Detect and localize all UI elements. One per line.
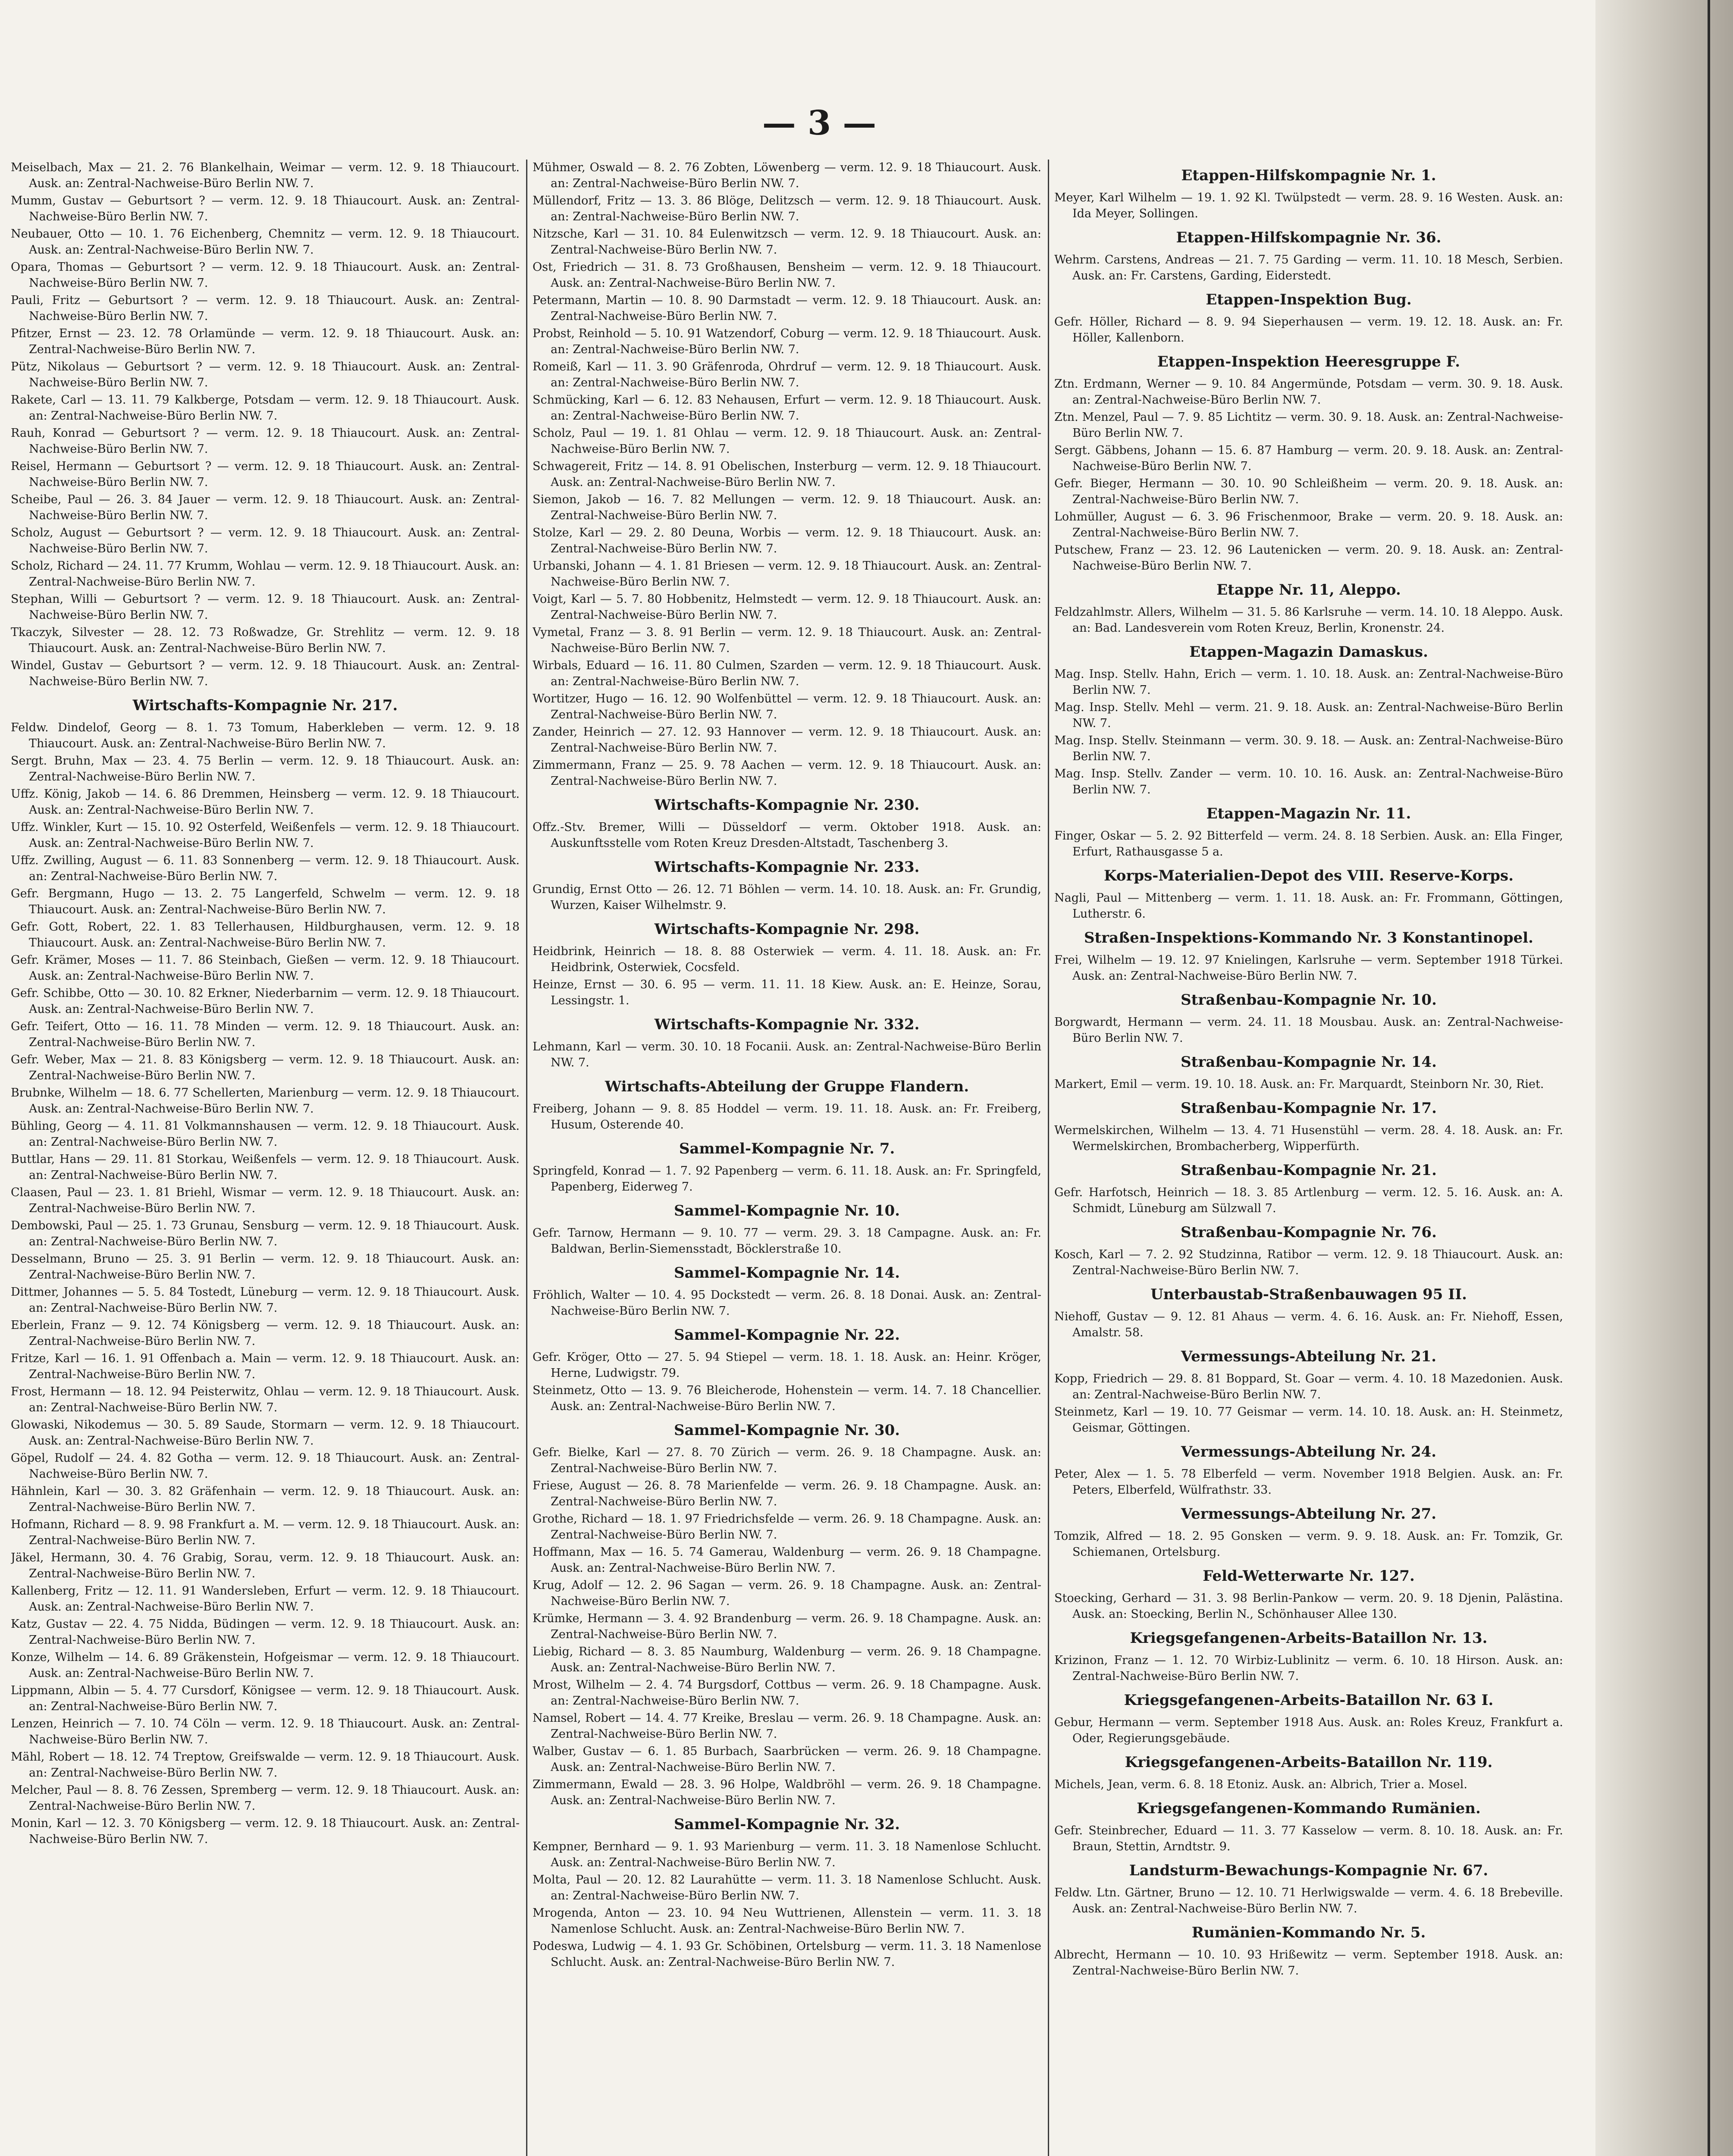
list-entry: Markert, Emil — verm. 19. 10. 18. Ausk. an: Fr. Marquardt, Steinborn Nr. 30, Riet. (1054, 1078, 1544, 1091)
section-heading: Sammel-Kompagnie Nr. 10. (674, 1202, 900, 1219)
list-entry: Tkaczyk, Silvester — 28. 12. 73 Roßwadze, Gr. Strehlitz — verm. 12. 9. 18 Thiaucourt. Ausk. an: Zentral-Nachweise-Büro Berlin NW. 7. (11, 626, 520, 655)
section-heading: Etappen-Magazin Damaskus. (1189, 643, 1428, 661)
list-entry: Brubnke, Wilhelm — 18. 6. 77 Schellerten, Marienburg — verm. 12. 9. 18 Thiaucourt. Ausk. an: Zentral-Nachweise-Büro Berlin NW. 7. (11, 1086, 520, 1116)
section-heading: Etappen-Inspektion Heeresgruppe F. (1157, 353, 1460, 370)
list-entry: Konze, Wilhelm — 14. 6. 89 Gräkenstein, Hofgeismar — verm. 12. 9. 18 Thiaucourt. Ausk. an: Zentral-Nachweise-Büro Berlin NW. 7. (11, 1651, 520, 1680)
list-entry: Urbanski, Johann — 4. 1. 81 Briesen — verm. 12. 9. 18 Thiaucourt. Ausk. an: Zentral-Nachweise-Büro Berlin NW. 7. (533, 559, 1041, 589)
section-heading: Vermessungs-Abteilung Nr. 21. (1181, 1348, 1437, 1365)
list-entry: Opara, Thomas — Geburtsort ? — verm. 12. 9. 18 Thiaucourt. Ausk. an: Zentral-Nachweise-Büro Berlin NW. 7. (11, 260, 520, 290)
scan-right-edge (1595, 0, 1733, 2156)
list-entry: Buttlar, Hans — 29. 11. 81 Storkau, Weißenfels — verm. 12. 9. 18 Thiaucourt. Ausk. an: Zentral-Nachweise-Büro Berlin NW. 7. (11, 1153, 520, 1182)
list-entry: Heinze, Ernst — 30. 6. 95 — verm. 11. 11. 18 Kiew. Ausk. an: E. Heinze, Sorau, Lessingstr. 1. (533, 978, 1041, 1007)
list-entry: Kallenberg, Fritz — 12. 11. 91 Wandersleben, Erfurt — verm. 12. 9. 18 Thiaucourt. Ausk. an: Zentral-Nachweise-Büro Berlin NW. 7. (11, 1584, 520, 1614)
section-heading: Wirtschafts-Kompagnie Nr. 230. (654, 796, 920, 814)
list-entry: Dembowski, Paul — 25. 1. 73 Grunau, Sensburg — verm. 12. 9. 18 Thiaucourt. Ausk. an: Zentral-Nachweise-Büro Berlin NW. 7. (11, 1219, 520, 1248)
list-entry: Gefr. Bielke, Karl — 27. 8. 70 Zürich — verm. 26. 9. 18 Champagne. Ausk. an: Zentral-Nachweise-Büro Berlin NW. 7. (533, 1446, 1041, 1475)
list-entry: Uffz. Zwilling, August — 6. 11. 83 Sonnenberg — verm. 12. 9. 18 Thiaucourt. Ausk. an: Zentral-Nachweise-Büro Berlin NW. 7. (11, 854, 520, 883)
list-entry: Stolze, Karl — 29. 2. 80 Deuna, Worbis — verm. 12. 9. 18 Thiaucourt. Ausk. an: Zentral-Nachweise-Büro Berlin NW. 7. (533, 526, 1041, 555)
list-entry: Meiselbach, Max — 21. 2. 76 Blankelhain, Weimar — verm. 12. 9. 18 Thiaucourt. Ausk. an: Zentral-Nachweise-Büro Berlin NW. 7. (11, 161, 520, 190)
list-entry: Krizinon, Franz — 1. 12. 70 Wirbiz-Lublinitz — verm. 6. 10. 18 Hirson. Ausk. an: Zentral-Nachweise-Büro Berlin NW. 7. (1054, 1654, 1563, 1683)
section-heading: Straßen-Inspektions-Kommando Nr. 3 Konstantinopel. (1084, 929, 1533, 946)
list-entry: Stephan, Willi — Geburtsort ? — verm. 12. 9. 18 Thiaucourt. Ausk. an: Zentral-Nachweise-Büro Berlin NW. 7. (11, 592, 520, 622)
list-entry: Stoecking, Gerhard — 31. 3. 98 Berlin-Pankow — verm. 20. 9. 18 Djenin, Palästina. Ausk. an: Stoecking, Berlin N., Schönhauser Allee 130. (1054, 1592, 1563, 1621)
list-entry: Gefr. Schibbe, Otto — 30. 10. 82 Erkner, Niederbarnim — verm. 12. 9. 18 Thiaucourt. Ausk. an: Zentral-Nachweise-Büro Berlin NW. 7. (11, 987, 520, 1016)
list-entry: Krug, Adolf — 12. 2. 96 Sagan — verm. 26. 9. 18 Champagne. Ausk. an: Zentral-Nachweise-Büro Berlin NW. 7. (533, 1579, 1041, 1608)
list-entry: Gefr. Höller, Richard — 8. 9. 94 Sieperhausen — verm. 19. 12. 18. Ausk. an: Fr. Höller, Kallenborn. (1054, 315, 1563, 345)
section-heading: Wirtschafts-Kompagnie Nr. 233. (654, 859, 920, 876)
list-entry: Gefr. Gott, Robert, 22. 1. 83 Tellerhausen, Hildburghausen, verm. 12. 9. 18 Thiaucourt. Ausk. an: Zentral-Nachweise-Büro Berlin NW. 7. (11, 920, 520, 950)
list-entry: Walber, Gustav — 6. 1. 85 Burbach, Saarbrücken — verm. 26. 9. 18 Champagne. Ausk. an: Zentral-Nachweise-Büro Berlin NW. 7. (533, 1745, 1041, 1774)
section-heading: Etappen-Magazin Nr. 11. (1206, 805, 1411, 822)
list-entry: Eberlein, Franz — 9. 12. 74 Königsberg — verm. 12. 9. 18 Thiaucourt. Ausk. an: Zentral-Nachweise-Büro Berlin NW. 7. (11, 1319, 520, 1348)
list-entry: Scholz, Richard — 24. 11. 77 Krumm, Wohlau — verm. 12. 9. 18 Thiaucourt. Ausk. an: Zentral-Nachweise-Büro Berlin NW. 7. (11, 559, 520, 589)
section-heading: Sammel-Kompagnie Nr. 22. (674, 1326, 900, 1344)
list-entry: Liebig, Richard — 8. 3. 85 Naumburg, Waldenburg — verm. 26. 9. 18 Champagne. Ausk. an: Zentral-Nachweise-Büro Berlin NW. 7. (533, 1645, 1041, 1674)
list-entry: Scholz, August — Geburtsort ? — verm. 12. 9. 18 Thiaucourt. Ausk. an: Zentral-Nachweise-Büro Berlin NW. 7. (11, 526, 520, 555)
list-entry: Neubauer, Otto — 10. 1. 76 Eichenberg, Chemnitz — verm. 12. 9. 18 Thiaucourt. Ausk. an: Zentral-Nachweise-Büro Berlin NW. 7. (11, 227, 520, 257)
list-entry: Jäkel, Hermann, 30. 4. 76 Grabig, Sorau, verm. 12. 9. 18 Thiaucourt. Ausk. an: Zentral-Nachweise-Büro Berlin NW. 7. (11, 1551, 520, 1580)
section-heading: Etappe Nr. 11, Aleppo. (1216, 581, 1401, 599)
list-entry: Scholz, Paul — 19. 1. 81 Ohlau — verm. 12. 9. 18 Thiaucourt. Ausk. an: Zentral-Nachweise-Büro Berlin NW. 7. (533, 426, 1041, 456)
list-entry: Frei, Wilhelm — 19. 12. 97 Knielingen, Karlsruhe — verm. September 1918 Türkei. Ausk. an: Zentral-Nachweise-Büro Berlin NW. 7. (1054, 953, 1563, 983)
page-number: — 3 — (762, 103, 877, 143)
column-2 (533, 160, 1041, 2156)
section-heading: Straßenbau-Kompagnie Nr. 17. (1181, 1100, 1437, 1117)
list-entry: Hähnlein, Karl — 30. 3. 82 Gräfenhain — verm. 12. 9. 18 Thiaucourt. Ausk. an: Zentral-Nachweise-Büro Berlin NW. 7. (11, 1485, 520, 1514)
list-entry: Gefr. Bergmann, Hugo — 13. 2. 75 Langerfeld, Schwelm — verm. 12. 9. 18 Thiaucourt. Ausk. an: Zentral-Nachweise-Büro Berlin NW. 7. (11, 887, 520, 916)
list-entry: Podeswa, Ludwig — 4. 1. 93 Gr. Schöbinen, Ortelsburg — verm. 11. 3. 18 Namenlose Schlucht. Ausk. an: Zentral-Nachweise-Büro Berlin NW. 7. (533, 1940, 1041, 1969)
list-entry: Friese, August — 26. 8. 78 Marienfelde — verm. 26. 9. 18 Champagne. Ausk. an: Zentral-Nachweise-Büro Berlin NW. 7. (533, 1479, 1041, 1508)
list-entry: Kopp, Friedrich — 29. 8. 81 Boppard, St. Goar — verm. 4. 10. 18 Mazedonien. Ausk. an: Zentral-Nachweise-Büro Berlin NW. 7. (1054, 1372, 1563, 1401)
list-entry: Zimmermann, Franz — 25. 9. 78 Aachen — verm. 12. 9. 18 Thiaucourt. Ausk. an: Zentral-Nachweise-Büro Berlin NW. 7. (533, 758, 1041, 788)
list-entry: Steinmetz, Otto — 13. 9. 76 Bleicherode, Hohenstein — verm. 14. 7. 18 Chancellier. Ausk. an: Zentral-Nachweise-Büro Berlin NW. 7. (533, 1384, 1041, 1413)
list-entry: Finger, Oskar — 5. 2. 92 Bitterfeld — verm. 24. 8. 18 Serbien. Ausk. an: Ella Finger, Erfurt, Rathausgasse 5 a. (1054, 829, 1563, 859)
section-heading: Unterbaustab-Straßenbauwagen 95 II. (1150, 1286, 1467, 1303)
list-entry: Mag. Insp. Stellv. Steinmann — verm. 30. 9. 18. — Ausk. an: Zentral-Nachweise-Büro Berlin NW. 7. (1054, 734, 1563, 763)
section-heading: Landsturm-Bewachungs-Kompagnie Nr. 67. (1129, 1862, 1489, 1879)
list-entry: Lehmann, Karl — verm. 30. 10. 18 Focanii. Ausk. an: Zentral-Nachweise-Büro Berlin NW. 7. (533, 1040, 1041, 1069)
list-entry: Nagli, Paul — Mittenberg — verm. 1. 11. 18. Ausk. an: Fr. Frommann, Göttingen, Lutherstr. 6. (1054, 891, 1563, 921)
list-entry: Lohmüller, August — 6. 3. 96 Frischenmoor, Brake — verm. 20. 9. 18. Ausk. an: Zentral-Nachweise-Büro Berlin NW. 7. (1054, 510, 1563, 539)
list-entry: Gefr. Weber, Max — 21. 8. 83 Königsberg — verm. 12. 9. 18 Thiaucourt. Ausk. an: Zentral-Nachweise-Büro Berlin NW. 7. (11, 1053, 520, 1082)
section-heading: Sammel-Kompagnie Nr. 14. (674, 1264, 900, 1282)
column-1 (11, 160, 520, 2156)
list-entry: Wermelskirchen, Wilhelm — 13. 4. 71 Husenstühl — verm. 28. 4. 18. Ausk. an: Fr. Wermelskirchen, Brombacherberg, Wipperfürth. (1054, 1124, 1563, 1153)
list-entry: Reisel, Hermann — Geburtsort ? — verm. 12. 9. 18 Thiaucourt. Ausk. an: Zentral-Nachweise-Büro Berlin NW. 7. (11, 460, 520, 489)
list-entry: Vymetal, Franz — 3. 8. 91 Berlin — verm. 12. 9. 18 Thiaucourt. Ausk. an: Zentral-Nachweise-Büro Berlin NW. 7. (533, 626, 1041, 655)
list-entry: Hofmann, Richard — 8. 9. 98 Frankfurt a. M. — verm. 12. 9. 18 Thiaucourt. Ausk. an: Zentral-Nachweise-Büro Berlin NW. 7. (11, 1518, 520, 1547)
section-heading: Kriegsgefangenen-Arbeits-Bataillon Nr. 13. (1130, 1630, 1488, 1647)
list-entry: Gefr. Krämer, Moses — 11. 7. 86 Steinbach, Gießen — verm. 12. 9. 18 Thiaucourt. Ausk. an: Zentral-Nachweise-Büro Berlin NW. 7. (11, 953, 520, 983)
list-entry: Monin, Karl — 12. 3. 70 Königsberg — verm. 12. 9. 18 Thiaucourt. Ausk. an: Zentral-Nachweise-Büro Berlin NW. 7. (11, 1817, 520, 1846)
list-entry: Desselmann, Bruno — 25. 3. 91 Berlin — verm. 12. 9. 18 Thiaucourt. Ausk. an: Zentral-Nachweise-Büro Berlin NW. 7. (11, 1252, 520, 1282)
section-heading: Sammel-Kompagnie Nr. 32. (674, 1816, 900, 1833)
section-heading: Wirtschafts-Abteilung der Gruppe Flandern. (605, 1078, 969, 1095)
list-entry: Fritze, Karl — 16. 1. 91 Offenbach a. Main — verm. 12. 9. 18 Thiaucourt. Ausk. an: Zentral-Nachweise-Büro Berlin NW. 7. (11, 1352, 520, 1381)
list-entry: Mag. Insp. Stellv. Hahn, Erich — verm. 1. 10. 18. Ausk. an: Zentral-Nachweise-Büro Berlin NW. 7. (1054, 667, 1563, 697)
list-entry: Michels, Jean, verm. 6. 8. 18 Etoniz. Ausk. an: Albrich, Trier a. Mosel. (1054, 1778, 1467, 1791)
list-entry: Pauli, Fritz — Geburtsort ? — verm. 12. 9. 18 Thiaucourt. Ausk. an: Zentral-Nachweise-Büro Berlin NW. 7. (11, 294, 520, 323)
list-entry: Katz, Gustav — 22. 4. 75 Nidda, Büdingen — verm. 12. 9. 18 Thiaucourt. Ausk. an: Zentral-Nachweise-Büro Berlin NW. 7. (11, 1617, 520, 1647)
list-entry: Gefr. Kröger, Otto — 27. 5. 94 Stiepel — verm. 18. 1. 18. Ausk. an: Heinr. Kröger, Herne, Ludwigstr. 79. (533, 1351, 1041, 1380)
list-entry: Müllendorf, Fritz — 13. 3. 86 Blöge, Delitzsch — verm. 12. 9. 18 Thiaucourt. Ausk. an: Zentral-Nachweise-Büro Berlin NW. 7. (533, 194, 1041, 223)
section-heading: Wirtschafts-Kompagnie Nr. 298. (654, 921, 920, 938)
list-entry: Mähl, Robert — 18. 12. 74 Treptow, Greifswalde — verm. 12. 9. 18 Thiaucourt. Ausk. an: Zentral-Nachweise-Büro Berlin NW. 7. (11, 1750, 520, 1780)
list-entry: Lenzen, Heinrich — 7. 10. 74 Cöln — verm. 12. 9. 18 Thiaucourt. Ausk. an: Zentral-Nachweise-Büro Berlin NW. 7. (11, 1717, 520, 1746)
list-entry: Feldzahlmstr. Allers, Wilhelm — 31. 5. 86 Karlsruhe — verm. 14. 10. 18 Aleppo. Ausk. an: Bad. Landesverein vom Roten Kreuz, Berlin, Kronenstr. 24. (1054, 605, 1563, 635)
list-entry: Feldw. Dindelof, Georg — 8. 1. 73 Tomum, Haberkleben — verm. 12. 9. 18 Thiaucourt. Ausk. an: Zentral-Nachweise-Büro Berlin NW. 7. (11, 721, 520, 750)
list-entry: Freiberg, Johann — 9. 8. 85 Hoddel — verm. 19. 11. 18. Ausk. an: Fr. Freiberg, Husum, Osterende 40. (533, 1102, 1041, 1131)
list-entry: Glowaski, Nikodemus — 30. 5. 89 Saude, Stormarn — verm. 12. 9. 18 Thiaucourt. Ausk. an: Zentral-Nachweise-Büro Berlin NW. 7. (11, 1418, 520, 1448)
column-3 (1054, 160, 1563, 2156)
list-entry: Feldw. Ltn. Gärtner, Bruno — 12. 10. 71 Herlwigswalde — verm. 4. 6. 18 Brebeville. Ausk. an: Zentral-Nachweise-Büro Berlin NW. 7. (1054, 1886, 1563, 1915)
list-entry: Tomzik, Alfred — 18. 2. 95 Gonsken — verm. 9. 9. 18. Ausk. an: Fr. Tomzik, Gr. Schiemanen, Ortelsburg. (1054, 1529, 1563, 1559)
section-heading: Vermessungs-Abteilung Nr. 24. (1181, 1443, 1437, 1460)
list-entry: Gebur, Hermann — verm. September 1918 Aus. Ausk. an: Roles Kreuz, Frankfurt a. Oder, Regierungsgebäude. (1054, 1716, 1563, 1745)
list-entry: Gefr. Teifert, Otto — 16. 11. 78 Minden — verm. 12. 9. 18 Thiaucourt. Ausk. an: Zentral-Nachweise-Büro Berlin NW. 7. (11, 1020, 520, 1049)
list-entry: Borgwardt, Hermann — verm. 24. 11. 18 Mousbau. Ausk. an: Zentral-Nachweise-Büro Berlin NW. 7. (1054, 1015, 1563, 1045)
list-entry: Sergt. Gäbbens, Johann — 15. 6. 87 Hamburg — verm. 20. 9. 18. Ausk. an: Zentral-Nachweise-Büro Berlin NW. 7. (1054, 444, 1563, 473)
list-entry: Putschew, Franz — 23. 12. 96 Lautenicken — verm. 20. 9. 18. Ausk. an: Zentral-Nachweise-Büro Berlin NW. 7. (1054, 543, 1563, 573)
section-heading: Straßenbau-Kompagnie Nr. 21. (1181, 1162, 1437, 1179)
list-entry: Probst, Reinhold — 5. 10. 91 Watzendorf, Coburg — verm. 12. 9. 18 Thiaucourt. Ausk. an: Zentral-Nachweise-Büro Berlin NW. 7. (533, 327, 1041, 356)
list-entry: Romeiß, Karl — 11. 3. 90 Gräfenroda, Ohrdruf — verm. 12. 9. 18 Thiaucourt. Ausk. an: Zentral-Nachweise-Büro Berlin NW. 7. (533, 360, 1041, 389)
list-entry: Gefr. Steinbrecher, Eduard — 11. 3. 77 Kasselow — verm. 8. 10. 18. Ausk. an: Fr. Braun, Stettin, Arndtstr. 9. (1054, 1824, 1563, 1853)
list-entry: Melcher, Paul — 8. 8. 76 Zessen, Spremberg — verm. 12. 9. 18 Thiaucourt. Ausk. an: Zentral-Nachweise-Büro Berlin NW. 7. (11, 1783, 520, 1813)
list-entry: Dittmer, Johannes — 5. 5. 84 Tostedt, Lüneburg — verm. 12. 9. 18 Thiaucourt. Ausk. an: Zentral-Nachweise-Büro Berlin NW. 7. (11, 1285, 520, 1315)
list-entry: Gefr. Harfotsch, Heinrich — 18. 3. 85 Artlenburg — verm. 12. 5. 16. Ausk. an: A. Schmidt, Lüneburg am Sülzwall 7. (1054, 1186, 1563, 1215)
list-entry: Steinmetz, Karl — 19. 10. 77 Geismar — verm. 14. 10. 18. Ausk. an: H. Steinmetz, Geismar, Göttingen. (1054, 1405, 1563, 1435)
list-entry: Claasen, Paul — 23. 1. 81 Briehl, Wismar — verm. 12. 9. 18 Thiaucourt. Ausk. an: Zentral-Nachweise-Büro Berlin NW. 7. (11, 1186, 520, 1215)
list-entry: Frost, Hermann — 18. 12. 94 Peisterwitz, Ohlau — verm. 12. 9. 18 Thiaucourt. Ausk. an: Zentral-Nachweise-Büro Berlin NW. 7. (11, 1385, 520, 1414)
section-heading: Straßenbau-Kompagnie Nr. 76. (1181, 1224, 1437, 1241)
list-entry: Gefr. Tarnow, Hermann — 9. 10. 77 — verm. 29. 3. 18 Campagne. Ausk. an: Fr. Baldwan, Berlin-Siemensstadt, Böcklerstraße 10. (533, 1226, 1041, 1256)
list-entry: Niehoff, Gustav — 9. 12. 81 Ahaus — verm. 4. 6. 16. Ausk. an: Fr. Niehoff, Essen, Amalstr. 58. (1054, 1310, 1563, 1339)
section-heading: Sammel-Kompagnie Nr. 30. (674, 1422, 900, 1439)
list-entry: Kempner, Bernhard — 9. 1. 93 Marienburg — verm. 11. 3. 18 Namenlose Schlucht. Ausk. an: Zentral-Nachweise-Büro Berlin NW. 7. (533, 1840, 1041, 1869)
list-entry: Pfitzer, Ernst — 23. 12. 78 Orlamünde — verm. 12. 9. 18 Thiaucourt. Ausk. an: Zentral-Nachweise-Büro Berlin NW. 7. (11, 327, 520, 356)
section-heading: Etappen-Inspektion Bug. (1206, 291, 1412, 308)
section-heading: Kriegsgefangenen-Arbeits-Bataillon Nr. 119. (1125, 1754, 1493, 1771)
list-entry: Gefr. Bieger, Hermann — 30. 10. 90 Schleißheim — verm. 20. 9. 18. Ausk. an: Zentral-Nachweise-Büro Berlin NW. 7. (1054, 477, 1563, 506)
column-divider (526, 160, 527, 2156)
list-entry: Voigt, Karl — 5. 7. 80 Hobbenitz, Helmstedt — verm. 12. 9. 18 Thiaucourt. Ausk. an: Zentral-Nachweise-Büro Berlin NW. 7. (533, 592, 1041, 622)
list-entry: Mrost, Wilhelm — 2. 4. 74 Burgsdorf, Cottbus — verm. 26. 9. 18 Champagne. Ausk. an: Zentral-Nachweise-Büro Berlin NW. 7. (533, 1678, 1041, 1708)
list-entry: Zimmermann, Ewald — 28. 3. 96 Holpe, Waldbröhl — verm. 26. 9. 18 Champagne. Ausk. an: Zentral-Nachweise-Büro Berlin NW. 7. (533, 1778, 1041, 1807)
list-entry: Ost, Friedrich — 31. 8. 73 Großhausen, Bensheim — verm. 12. 9. 18 Thiaucourt. Ausk. an: Zentral-Nachweise-Büro Berlin NW. 7. (533, 260, 1041, 290)
list-entry: Mühmer, Oswald — 8. 2. 76 Zobten, Löwenberg — verm. 12. 9. 18 Thiaucourt. Ausk. an: Zentral-Nachweise-Büro Berlin NW. 7. (533, 161, 1041, 190)
list-entry: Lippmann, Albin — 5. 4. 77 Cursdorf, Königsee — verm. 12. 9. 18 Thiaucourt. Ausk. an: Zentral-Nachweise-Büro Berlin NW. 7. (11, 1684, 520, 1713)
section-heading: Korps-Materialien-Depot des VIII. Reserve-Korps. (1103, 867, 1514, 884)
list-entry: Fröhlich, Walter — 10. 4. 95 Dockstedt — verm. 26. 8. 18 Donai. Ausk. an: Zentral-Nachweise-Büro Berlin NW. 7. (533, 1288, 1041, 1318)
section-heading: Feld-Wetterwarte Nr. 127. (1203, 1567, 1415, 1585)
section-heading: Wirtschafts-Kompagnie Nr. 217. (132, 697, 398, 714)
list-entry: Mumm, Gustav — Geburtsort ? — verm. 12. 9. 18 Thiaucourt. Ausk. an: Zentral-Nachweise-Büro Berlin NW. 7. (11, 194, 520, 223)
list-entry: Zander, Heinrich — 27. 12. 93 Hannover — verm. 12. 9. 18 Thiaucourt. Ausk. an: Zentral-Nachweise-Büro Berlin NW. 7. (533, 725, 1041, 755)
list-entry: Molta, Paul — 20. 12. 82 Laurahütte — verm. 11. 3. 18 Namenlose Schlucht. Ausk. an: Zentral-Nachweise-Büro Berlin NW. 7. (533, 1873, 1041, 1902)
column-divider (1048, 160, 1049, 2156)
section-heading: Sammel-Kompagnie Nr. 7. (679, 1140, 895, 1157)
columns-area (11, 160, 1563, 2156)
list-entry: Göpel, Rudolf — 24. 4. 82 Gotha — verm. 12. 9. 18 Thiaucourt. Ausk. an: Zentral-Nachweise-Büro Berlin NW. 7. (11, 1451, 520, 1481)
section-heading: Straßenbau-Kompagnie Nr. 14. (1181, 1053, 1437, 1071)
list-entry: Ztn. Menzel, Paul — 7. 9. 85 Lichtitz — verm. 30. 9. 18. Ausk. an: Zentral-Nachweise-Büro Berlin NW. 7. (1054, 411, 1563, 440)
list-entry: Rakete, Carl — 13. 11. 79 Kalkberge, Potsdam — verm. 12. 9. 18 Thiaucourt. Ausk. an: Zentral-Nachweise-Büro Berlin NW. 7. (11, 393, 520, 423)
list-entry: Wortitzer, Hugo — 16. 12. 90 Wolfenbüttel — verm. 12. 9. 18 Thiaucourt. Ausk. an: Zentral-Nachweise-Büro Berlin NW. 7. (533, 692, 1041, 721)
list-entry: Springfeld, Konrad — 1. 7. 92 Papenberg — verm. 6. 11. 18. Ausk. an: Fr. Springfeld, Papenberg, Eiderweg 7. (533, 1164, 1041, 1194)
list-entry: Hoffmann, Max — 16. 5. 74 Gamerau, Waldenburg — verm. 26. 9. 18 Champagne. Ausk. an: Zentral-Nachweise-Büro Berlin NW. 7. (533, 1545, 1041, 1575)
list-entry: Grothe, Richard — 18. 1. 97 Friedrichsfelde — verm. 26. 9. 18 Champagne. Ausk. an: Zentral-Nachweise-Büro Berlin NW. 7. (533, 1512, 1041, 1542)
list-entry: Schmücking, Karl — 6. 12. 83 Nehausen, Erfurt — verm. 12. 9. 18 Thiaucourt. Ausk. an: Zentral-Nachweise-Büro Berlin NW. 7. (533, 393, 1041, 423)
list-entry: Wehrm. Carstens, Andreas — 21. 7. 75 Garding — verm. 11. 10. 18 Mesch, Serbien. Ausk. an: Fr. Carstens, Garding, Eiderstedt. (1054, 253, 1563, 282)
list-entry: Pütz, Nikolaus — Geburtsort ? — verm. 12. 9. 18 Thiaucourt. Ausk. an: Zentral-Nachweise-Büro Berlin NW. 7. (11, 360, 520, 389)
list-entry: Ztn. Erdmann, Werner — 9. 10. 84 Angermünde, Potsdam — verm. 30. 9. 18. Ausk. an: Zentral-Nachweise-Büro Berlin NW. 7. (1054, 377, 1563, 407)
list-entry: Kosch, Karl — 7. 2. 92 Studzinna, Ratibor — verm. 12. 9. 18 Thiaucourt. Ausk. an: Zentral-Nachweise-Büro Berlin NW. 7. (1054, 1248, 1563, 1277)
section-heading: Kriegsgefangenen-Kommando Rumänien. (1137, 1800, 1481, 1817)
section-heading: Kriegsgefangenen-Arbeits-Bataillon Nr. 63 I. (1124, 1692, 1494, 1709)
list-entry: Mrogenda, Anton — 23. 10. 94 Neu Wuttrienen, Allenstein — verm. 11. 3. 18 Namenlose Schlucht. Ausk. an: Zentral-Nachweise-Büro Berlin NW. 7. (533, 1906, 1041, 1936)
list-entry: Nitzsche, Karl — 31. 10. 84 Eulenwitzsch — verm. 12. 9. 18 Thiaucourt. Ausk. an: Zentral-Nachweise-Büro Berlin NW. 7. (533, 227, 1041, 257)
list-entry: Mag. Insp. Stellv. Zander — verm. 10. 10. 16. Ausk. an: Zentral-Nachweise-Büro Berlin NW. 7. (1054, 767, 1563, 796)
list-entry: Offz.-Stv. Bremer, Willi — Düsseldorf — verm. Oktober 1918. Ausk. an: Auskunftsstelle vom Roten Kreuz Dresden-Altstadt, Taschenberg 3. (533, 821, 1041, 850)
list-entry: Albrecht, Hermann — 10. 10. 93 Hrißewitz — verm. September 1918. Ausk. an: Zentral-Nachweise-Büro Berlin NW. 7. (1054, 1948, 1563, 1977)
list-entry: Uffz. Winkler, Kurt — 15. 10. 92 Osterfeld, Weißenfels — verm. 12. 9. 18 Thiaucourt. Ausk. an: Zentral-Nachweise-Büro Berlin NW. 7. (11, 821, 520, 850)
list-entry: Rauh, Konrad — Geburtsort ? — verm. 12. 9. 18 Thiaucourt. Ausk. an: Zentral-Nachweise-Büro Berlin NW. 7. (11, 426, 520, 456)
list-entry: Sergt. Bruhn, Max — 23. 4. 75 Berlin — verm. 12. 9. 18 Thiaucourt. Ausk. an: Zentral-Nachweise-Büro Berlin NW. 7. (11, 754, 520, 783)
list-entry: Grundig, Ernst Otto — 26. 12. 71 Böhlen — verm. 14. 10. 18. Ausk. an: Fr. Grundig, Wurzen, Kaiser Wilhelmstr. 9. (533, 883, 1041, 912)
list-entry: Siemon, Jakob — 16. 7. 82 Mellungen — verm. 12. 9. 18 Thiaucourt. Ausk. an: Zentral-Nachweise-Büro Berlin NW. 7. (533, 493, 1041, 522)
list-entry: Meyer, Karl Wilhelm — 19. 1. 92 Kl. Twülpstedt — verm. 28. 9. 16 Westen. Ausk. an: Ida Meyer, Sollingen. (1054, 191, 1563, 220)
section-heading: Wirtschafts-Kompagnie Nr. 332. (654, 1016, 920, 1033)
list-entry: Bühling, Georg — 4. 11. 81 Volkmannshausen — verm. 12. 9. 18 Thiaucourt. Ausk. an: Zentral-Nachweise-Büro Berlin NW. 7. (11, 1119, 520, 1149)
list-entry: Namsel, Robert — 14. 4. 77 Kreike, Breslau — verm. 26. 9. 18 Champagne. Ausk. an: Zentral-Nachweise-Büro Berlin NW. 7. (533, 1711, 1041, 1741)
list-entry: Petermann, Martin — 10. 8. 90 Darmstadt — verm. 12. 9. 18 Thiaucourt. Ausk. an: Zentral-Nachweise-Büro Berlin NW. 7. (533, 294, 1041, 323)
list-entry: Mag. Insp. Stellv. Mehl — verm. 21. 9. 18. Ausk. an: Zentral-Nachweise-Büro Berlin NW. 7. (1054, 701, 1563, 730)
scan-edge-line (1708, 0, 1710, 2156)
list-entry: Krümke, Hermann — 3. 4. 92 Brandenburg — verm. 26. 9. 18 Champagne. Ausk. an: Zentral-Nachweise-Büro Berlin NW. 7. (533, 1612, 1041, 1641)
section-heading: Etappen-Hilfskompagnie Nr. 36. (1176, 229, 1442, 246)
list-entry: Scheibe, Paul — 26. 3. 84 Jauer — verm. 12. 9. 18 Thiaucourt. Ausk. an: Zentral-Nachweise-Büro Berlin NW. 7. (11, 493, 520, 522)
section-heading: Straßenbau-Kompagnie Nr. 10. (1181, 991, 1437, 1009)
list-entry: Peter, Alex — 1. 5. 78 Elberfeld — verm. November 1918 Belgien. Ausk. an: Fr. Peters, Elberfeld, Wülfrathstr. 33. (1054, 1467, 1563, 1497)
list-entry: Heidbrink, Heinrich — 18. 8. 88 Osterwiek — verm. 4. 11. 18. Ausk. an: Fr. Heidbrink, Osterwiek, Cocsfeld. (533, 945, 1041, 974)
section-heading: Etappen-Hilfskompagnie Nr. 1. (1181, 167, 1436, 184)
list-entry: Windel, Gustav — Geburtsort ? — verm. 12. 9. 18 Thiaucourt. Ausk. an: Zentral-Nachweise-Büro Berlin NW. 7. (11, 659, 520, 688)
section-heading: Rumänien-Kommando Nr. 5. (1191, 1924, 1426, 1941)
section-heading: Vermessungs-Abteilung Nr. 27. (1181, 1505, 1437, 1523)
list-entry: Schwagereit, Fritz — 14. 8. 91 Obelischen, Insterburg — verm. 12. 9. 18 Thiaucourt. Ausk. an: Zentral-Nachweise-Büro Berlin NW. 7. (533, 460, 1041, 489)
list-entry: Wirbals, Eduard — 16. 11. 80 Culmen, Szarden — verm. 12. 9. 18 Thiaucourt. Ausk. an: Zentral-Nachweise-Büro Berlin NW. 7. (533, 659, 1041, 688)
list-entry: Uffz. König, Jakob — 14. 6. 86 Dremmen, Heinsberg — verm. 12. 9. 18 Thiaucourt. Ausk. an: Zentral-Nachweise-Büro Berlin NW. 7. (11, 787, 520, 817)
